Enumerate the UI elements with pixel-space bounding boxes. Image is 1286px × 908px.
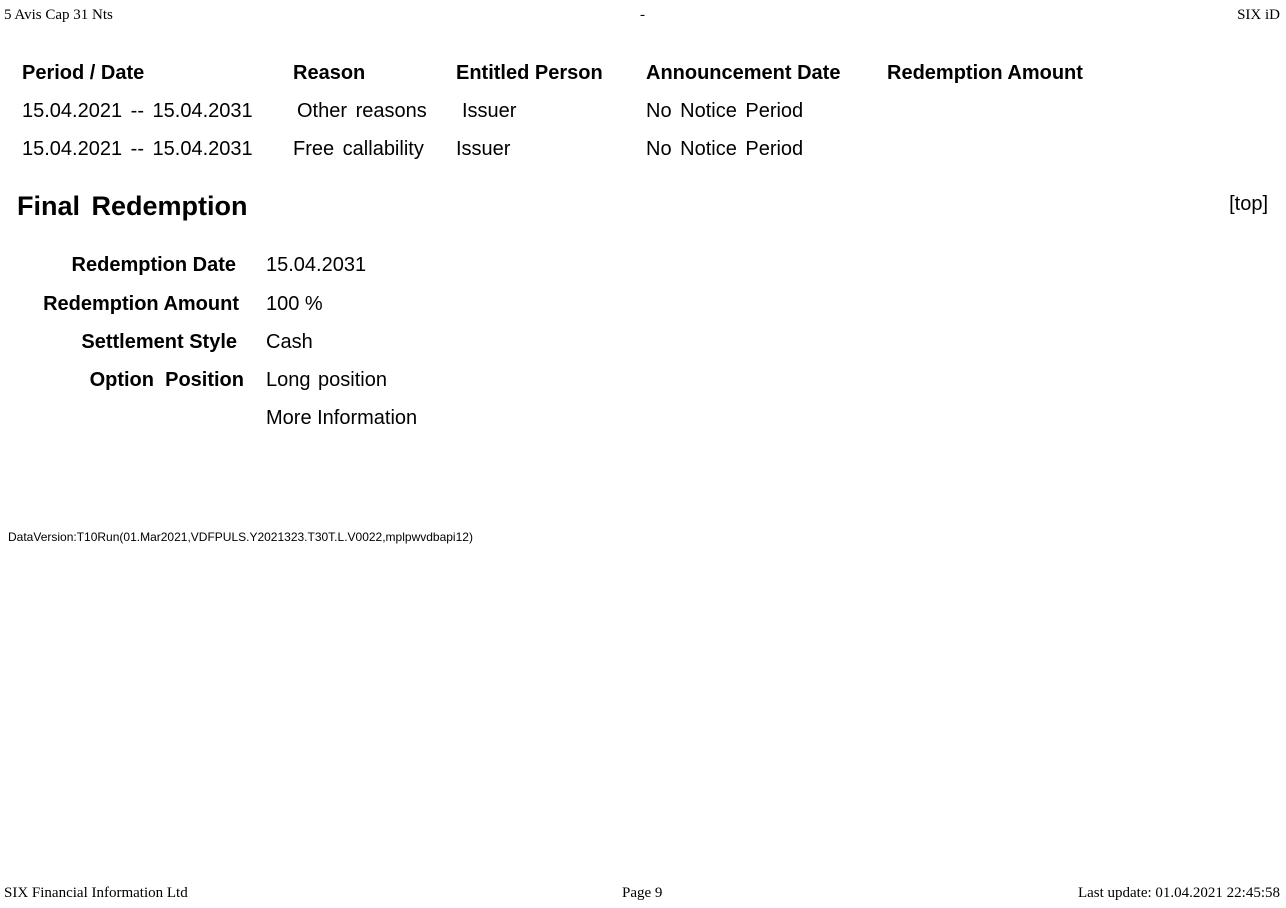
cell-entitled-person: Issuer	[456, 138, 511, 160]
field-value-settlement-style: Cash	[266, 331, 313, 353]
field-label-redemption-date: Redemption Date	[71, 254, 236, 276]
cell-announcement-date: No Notice Period	[646, 138, 804, 160]
cell-announcement-date: No Notice Period	[646, 100, 804, 122]
header-brand: SIX iD	[1237, 7, 1280, 23]
more-information-link[interactable]: More Information	[266, 407, 418, 429]
footer-page-number: Page 9	[622, 885, 663, 901]
footer-company: SIX Financial Information Ltd	[4, 885, 188, 901]
header-separator: -	[640, 7, 645, 23]
section-title-final-redemption: Final Redemption	[17, 191, 248, 221]
cell-period: 15.04.2021 -- 15.04.2031	[22, 100, 253, 122]
header-document-title: 5 Avis Cap 31 Nts	[4, 7, 113, 23]
cell-period: 15.04.2021 -- 15.04.2031	[22, 138, 253, 160]
field-value-redemption-amount: 100 %	[266, 293, 323, 315]
cell-entitled-person: Issuer	[462, 100, 517, 122]
column-header-period: Period / Date	[22, 62, 145, 84]
field-label-option-position: Option Position	[89, 369, 244, 391]
field-value-redemption-date: 15.04.2031	[266, 254, 367, 276]
field-label-redemption-amount: Redemption Amount	[43, 293, 239, 315]
column-header-entitled-person: Entitled Person	[456, 62, 603, 84]
column-header-reason: Reason	[293, 62, 366, 84]
cell-reason: Other reasons	[297, 100, 427, 122]
field-label-settlement-style: Settlement Style	[81, 331, 237, 353]
field-value-option-position: Long position	[266, 369, 387, 391]
data-version-text: DataVersion:T10Run(01.Mar2021,VDFPULS.Y2021323.T30T.L.V0022,mplpwvdbapi12)	[8, 530, 473, 544]
cell-reason: Free callability	[293, 138, 424, 160]
footer-last-update: Last update: 01.04.2021 22:45:58	[1077, 885, 1280, 901]
column-header-redemption-amount: Redemption Amount	[887, 62, 1083, 84]
column-header-announcement-date: Announcement Date	[646, 62, 841, 84]
back-to-top-link[interactable]: [top]	[1229, 193, 1268, 215]
